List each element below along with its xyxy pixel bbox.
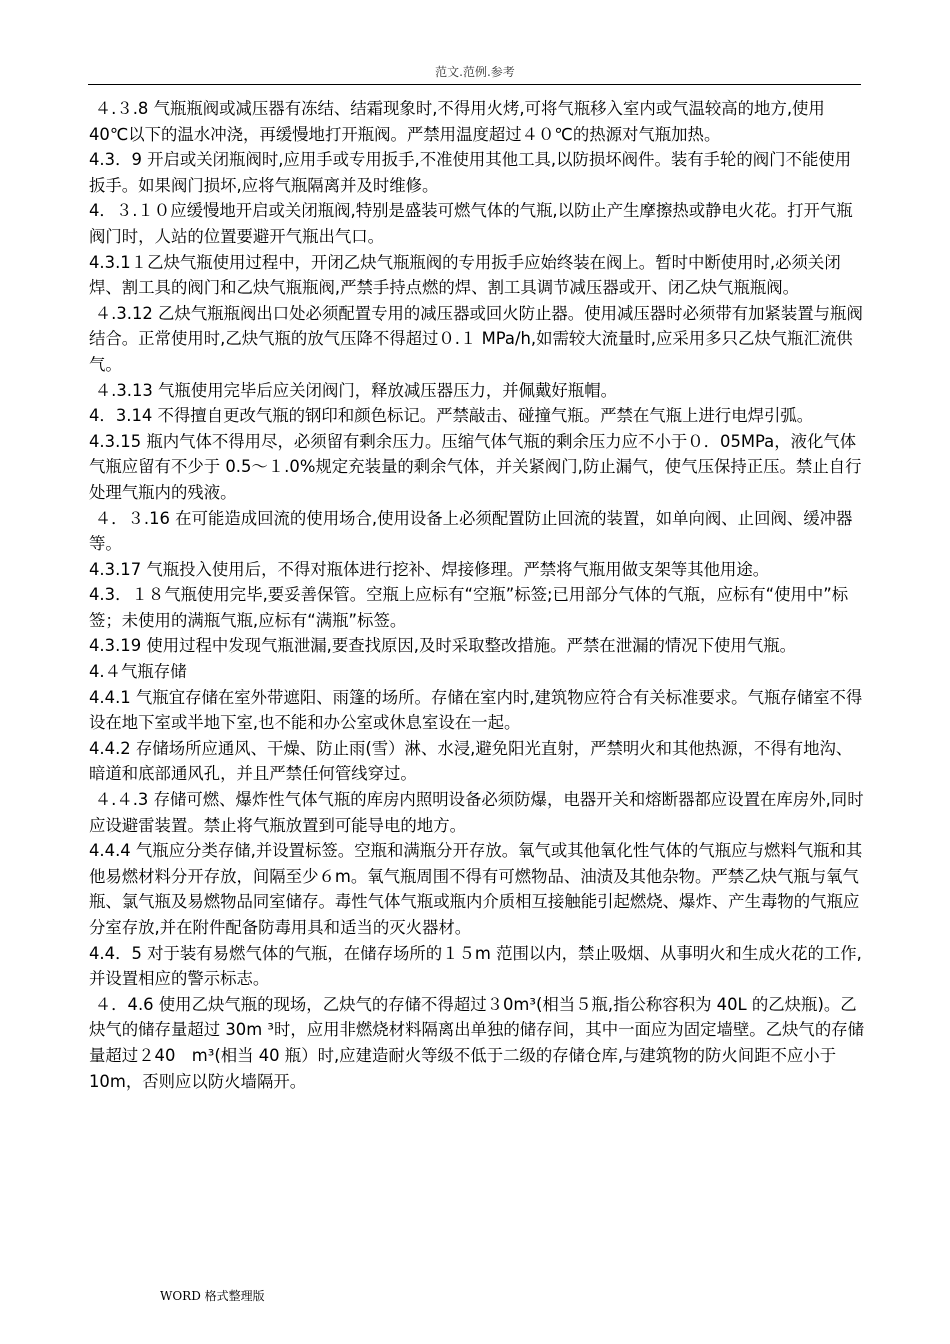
paragraph-4-3-16: ４．３.16 在可能造成回流的使用场合,使用设备上必须配置防止回流的装置，如单向阀、止回阀、缓冲器等。 bbox=[89, 508, 853, 554]
paragraph-4-3-11: 4.3.1１乙炔气瓶使用过程中，开闭乙炔气瓶瓶阀的专用扳手应始终装在阀上。暂时中断使用时,必须关闭焊、割工具的阀门和乙炔气瓶瓶阀,严禁手持点燃的焊、割工具调节减压器或开、闭乙炔气瓶瓶阀。 bbox=[89, 252, 841, 298]
paragraph-4-3-10: 4．３.１０应缓慢地开启或关闭瓶阀,特别是盛装可燃气体的气瓶,以防止产生摩擦热或静电火花。打开气瓶阀门时，人站的位置要避开气瓶出气口。 bbox=[89, 201, 853, 246]
paragraph-4-3-18: 4.3．１８气瓶使用完毕,要妥善保管。空瓶上应标有“空瓶”标签;已用部分气体的气瓶，应标有“使用中”标签；未使用的满瓶气瓶,应标有“满瓶”标签。 bbox=[89, 585, 849, 630]
paragraph-4-4-5: 4.4．5 对于装有易燃气体的气瓶，在储存场所的１５m 范围以内，禁止吸烟、从事明火和生成火花的工作,并设置相应的警示标志。 bbox=[89, 943, 862, 989]
paragraph-4-3-14: 4．3.14 不得擅自更改气瓶的钢印和颜色标记。严禁敲击、碰撞气瓶。严禁在气瓶上进行电焊引弧。 bbox=[89, 406, 814, 426]
paragraph-4-3-12: ４.3.12 乙炔气瓶瓶阀出口处必须配置专用的减压器或回火防止器。使用减压器时必须带有加紧装置与瓶阀结合。正常使用时,乙炔气瓶的放气压降不得超过０.１ MPa/h,如需较大流量时,应采用多只乙炔气瓶汇流供气。 bbox=[89, 303, 863, 374]
paragraph-4-3-9: 4.3．9 开启或关闭瓶阀时,应用手或专用扳手,不准使用其他工具,以防损坏阀件。装有手轮的阀门不能使用扳手。如果阀门损坏,应将气瓶隔离并及时维修。 bbox=[89, 150, 852, 195]
paragraph-4-4-2: 4.4.2 存储场所应通风、干燥、防止雨(雪）淋、水浸,避免阳光直射，严禁明火和其他热源，不得有地沟、暗道和底部通风孔，并且严禁任何管线穿过。 bbox=[89, 738, 853, 784]
paragraph-4-4-6: ４．4.6 使用乙炔气瓶的现场，乙炔气的存储不得超过３0m³(相当５瓶,指公称容积为 40L 的乙炔瓶)。乙炔气的储存量超过 30m ³时，应用非燃烧材料隔离出单独的储存间，其中一面应为固定墙壁。乙炔气的存储量超过２40 m³(相当 40 瓶）时,应建造耐火等级不低于二级的存储仓库,与建筑物的防火间距不应小于 10m，否则应以防火墙隔开。 bbox=[89, 994, 864, 1091]
paragraph-4-3-8: ４.３.8 气瓶瓶阀或减压器有冻结、结霜现象时,不得用火烤,可将气瓶移入室内或气温较高的地方,使用 40℃以下的温水冲浇，再缓慢地打开瓶阀。严禁用温度超过４０℃的热源对气瓶加热。 bbox=[89, 99, 825, 144]
paragraph-4-4-1: 4.4.1 气瓶宜存储在室外带遮阳、雨篷的场所。存储在室内时,建筑物应符合有关标准要求。气瓶存储室不得设在地下室或半地下室,也不能和办公室或休息室设在一起。 bbox=[89, 687, 863, 733]
paragraph-4-4-3: ４.４.3 存储可燃、爆炸性气体气瓶的库房内照明设备必须防爆，电器开关和熔断器都应设置在库房外,同时应设避雷装置。禁止将气瓶放置到可能导电的地方。 bbox=[89, 790, 864, 835]
paragraph-4-3-15: 4.3.15 瓶内气体不得用尽，必须留有剩余压力。压缩气体气瓶的剩余压力应不小于０．05MPa，液化气体气瓶应留有不少于 0.5～１.0%规定充装量的剩余气体，并关紧阀门,防止漏气，使气压保持正压。禁止自行处理气瓶内的残液。 bbox=[89, 431, 862, 502]
header-divider bbox=[88, 84, 861, 85]
paragraph-4-3-17: 4.3.17 气瓶投入使用后，不得对瓶体进行挖补、焊接修理。严禁将气瓶用做支架等其他用途。 bbox=[89, 559, 770, 579]
paragraph-4-4-4: 4.4.4 气瓶应分类存储,并设置标签。空瓶和满瓶分开存放。氧气或其他氧化性气体的气瓶应与燃料气瓶和其他易燃材料分开存放，间隔至少６m。氧气瓶周围不得有可燃物品、油渍及其他杂物。严禁乙炔气瓶与氧气瓶、氯气瓶及易燃物品同室储存。毒性气体气瓶或瓶内介质相互接触能引起燃烧、爆炸、产生毒物的气瓶应分室存放,并在附件配备防毒用具和适当的灭火器材。 bbox=[89, 841, 863, 937]
document-body bbox=[89, 96, 864, 1094]
paragraph-4-3-19: 4.3.19 使用过程中发现气瓶泄漏,要查找原因,及时采取整改措施。严禁在泄漏的情况下使用气瓶。 bbox=[89, 636, 796, 656]
section-heading-4-4: 4.４气瓶存储 bbox=[89, 662, 187, 682]
page-header: 范文.范例.参考 bbox=[435, 65, 515, 79]
page-footer: WORD 格式整理版 bbox=[160, 1289, 265, 1303]
paragraph-4-3-13: ４.3.13 气瓶使用完毕后应关闭阀门，释放减压器压力，并佩戴好瓶帽。 bbox=[94, 380, 617, 400]
